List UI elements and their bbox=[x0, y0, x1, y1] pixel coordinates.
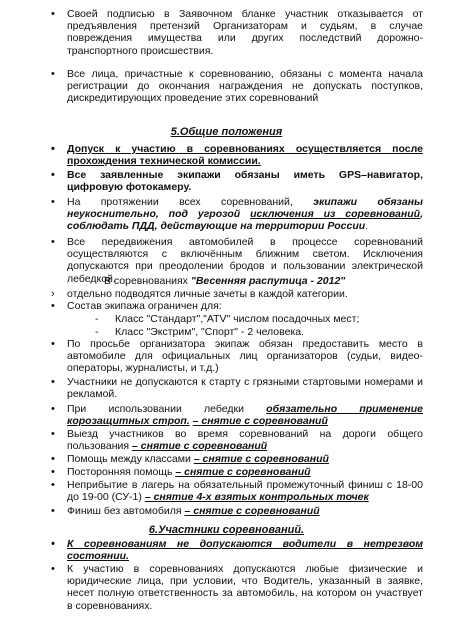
bullet-item bbox=[51, 563, 423, 612]
public-roads-penalty: – снятие с соревнований bbox=[132, 440, 268, 453]
bullet-marker: • bbox=[51, 338, 55, 350]
outside-help-text: Посторонняя помощь bbox=[67, 466, 173, 478]
bullet-item bbox=[51, 453, 423, 465]
traffic-rules-prefix: На протяжении всех соревнований, bbox=[67, 196, 293, 208]
personal-standings-text: отдельно подводятся личные зачеты в каждой категории. bbox=[67, 288, 348, 300]
traffic-rules-obligation: экипажи обязаны неукоснительно, под угрозой bbox=[67, 196, 424, 221]
dirty-numbers-text: Участники не допускаются к старту с грязными стартовыми номерами и рекламой. bbox=[67, 376, 423, 401]
bullet-marker: • bbox=[51, 196, 55, 208]
bullet-item bbox=[51, 403, 423, 428]
bullet-item bbox=[51, 68, 423, 105]
gps-requirement-text: Все заявленные экипажи обязаны иметь GPS–навигатор, цифровую фотокамеру. bbox=[67, 169, 423, 194]
dash-marker: - bbox=[95, 313, 99, 325]
bullet-item bbox=[51, 196, 424, 233]
bullet-marker: • bbox=[51, 403, 55, 415]
bullet-marker: • bbox=[51, 538, 55, 550]
bullet-item bbox=[51, 376, 423, 401]
bullet-marker: • bbox=[51, 563, 55, 575]
class-help-text: Помощь между классами bbox=[67, 453, 191, 465]
section-6-heading: 6.Участники соревнований. bbox=[148, 524, 305, 536]
bullet-item bbox=[51, 505, 423, 517]
crew-composition-text: Состав экипажа ограничен для: bbox=[67, 300, 222, 312]
bullet-marker: • bbox=[51, 169, 55, 181]
traffic-rules-exclusion: исключения из соревнований bbox=[250, 208, 421, 221]
bullet-item bbox=[51, 479, 423, 504]
bullet-marker: • bbox=[51, 453, 55, 465]
dash-marker: - bbox=[95, 326, 99, 338]
arrow-marker: › bbox=[51, 288, 55, 300]
official-seat-text: По просьбе организатора экипаж обязан предоставить место в автомобиле для официальных лиц организаторов (судьи, видео-операторы, журналисты, и т.д.) bbox=[67, 338, 423, 375]
camp-arrival-penalty: – снятие 4-х взятых контрольных точек bbox=[144, 491, 369, 504]
bullet-item bbox=[51, 169, 423, 194]
finish-penalty: – снятие с соревнований bbox=[184, 505, 320, 517]
section-heading bbox=[0, 126, 453, 138]
intro-paragraph-1: Своей подписью в Заявочном бланке участник отказывается от предъявления претензий Организаторам и судьям, в случае повреждения имущества или других последствий дорожно-транспортного происшествия. bbox=[67, 8, 423, 57]
bullet-marker: • bbox=[51, 376, 55, 388]
section-5-heading: 5.Общие положения bbox=[170, 126, 283, 138]
intro-paragraph-2: Все лица, причастные к соревнованию, обязаны с момента начала регистрации до окончания награждения не допускать поступков, дискредитирующих проведение этих соревнований bbox=[67, 68, 423, 105]
bullet-marker: • bbox=[51, 236, 55, 248]
finish-text: Финиш без автомобиля bbox=[67, 505, 182, 517]
participants-text: К участию в соревнованиях допускаются любые физические и юридические лица, при условии, что Водитель, указанный в заявке, несет полную ответственность за автомобиль, на котором он участвует в соревнованиях. bbox=[67, 563, 423, 612]
bullet-marker: • bbox=[51, 428, 55, 440]
section-heading bbox=[0, 524, 453, 536]
admission-text: Допуск к участию в соревнованиях осуществляется после прохождения технической комиссии. bbox=[67, 143, 423, 168]
sober-drivers-text: К соревнованиям не допускаются водители в нетрезвом состоянии. bbox=[67, 538, 423, 563]
headlights-text: Все передвижения автомобилей в процессе соревнований осуществляются с включённым ближним светом. Исключения допускаются при преодолении бродов и пользовании электрической лебедкой. bbox=[67, 236, 423, 285]
bullet-item bbox=[51, 143, 423, 168]
competition-name: "Весенняя распутица - 2012" bbox=[190, 275, 346, 287]
bullet-item bbox=[51, 538, 423, 563]
bullet-item bbox=[51, 8, 423, 57]
camp-arrival-text: Неприбытие в лагерь на обязательный промежуточный финиш с 18-00 до 19-00 (СУ-1) bbox=[67, 479, 423, 504]
bullet-item bbox=[51, 428, 423, 453]
bullet-item bbox=[51, 288, 423, 300]
class-extreme-text: Класс "Экстрим", "Спорт" - 2 человека. bbox=[115, 326, 305, 338]
traffic-rules-end: . bbox=[365, 220, 369, 233]
bullet-item bbox=[51, 338, 423, 375]
outside-help-penalty: – снятие с соревнований bbox=[175, 466, 311, 478]
bullet-marker: • bbox=[51, 8, 55, 20]
bullet-marker: • bbox=[51, 143, 55, 155]
winch-prefix: При использовании лебедки bbox=[67, 403, 244, 415]
public-roads-text: Выезд участников во время соревнований на дороги общего пользования bbox=[67, 428, 423, 453]
class-standard-text: Класс "Стандарт","ATV" числом посадочных мест; bbox=[115, 313, 360, 325]
spring-line bbox=[104, 275, 345, 287]
winch-penalty: – снятие с соревнований bbox=[192, 415, 328, 428]
class-help-penalty: – снятие с соревнований bbox=[193, 453, 329, 465]
winch-requirement: обязательно применение корозащитных строп. bbox=[67, 403, 423, 428]
bullet-marker: • bbox=[51, 479, 55, 491]
bullet-marker: • bbox=[51, 300, 55, 312]
traffic-rules-suffix: , соблюдать ПДД, действующие на территории России bbox=[67, 208, 423, 233]
bullet-marker: • bbox=[51, 68, 55, 80]
spring-prefix: В соревнованиях bbox=[104, 275, 191, 287]
bullet-item bbox=[51, 466, 423, 478]
bullet-marker: • bbox=[51, 505, 55, 517]
bullet-marker: • bbox=[51, 466, 55, 478]
bullet-item bbox=[51, 300, 423, 312]
